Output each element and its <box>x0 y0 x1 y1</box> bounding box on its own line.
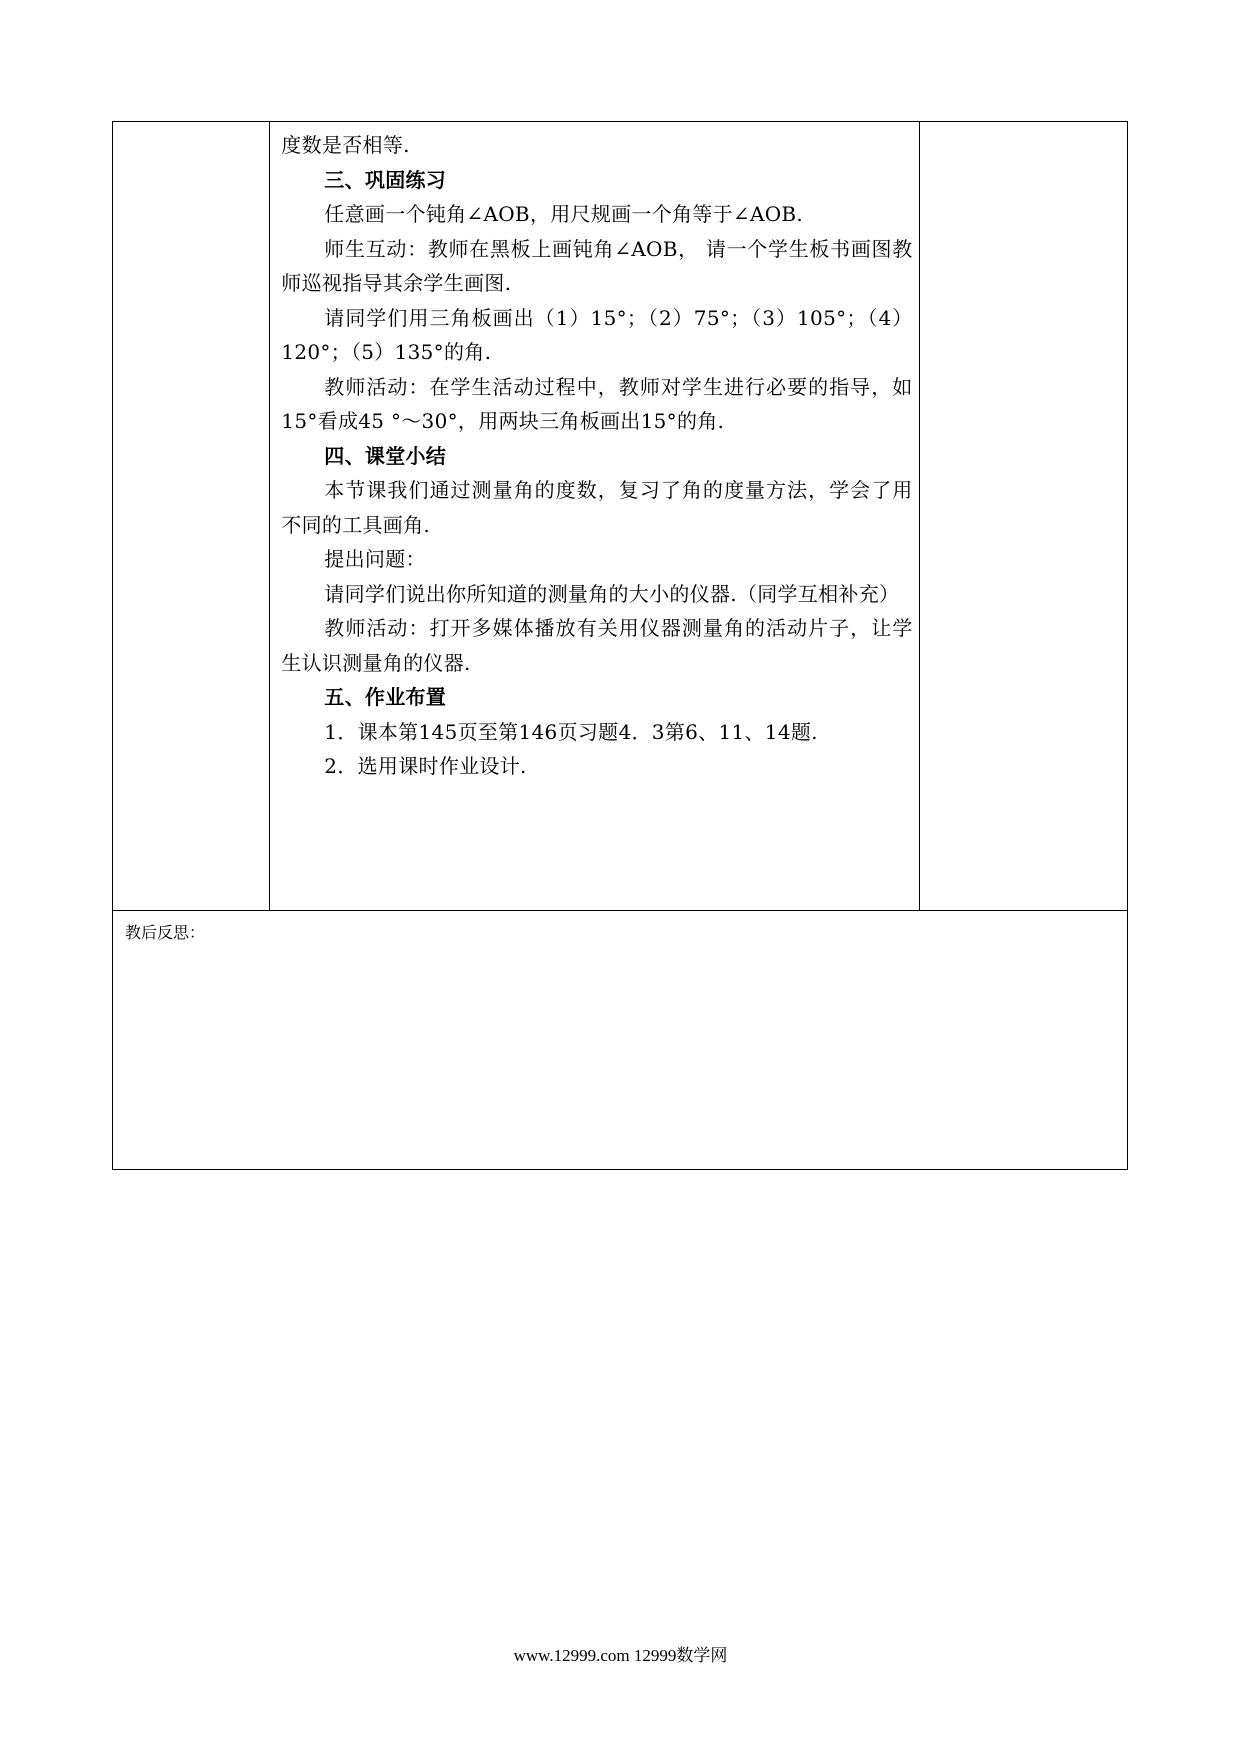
lesson-content <box>270 122 918 784</box>
left-cell <box>113 122 270 911</box>
reflection-cell <box>113 911 1128 1170</box>
section-heading-homework: 五、作业布置 <box>324 685 447 709</box>
paragraph: 请同学们用三角板画出（1）15°；（2）75°；（3）105°；（4）120°；（5）135°的角. <box>281 305 913 364</box>
page-footer: www.12999.com 12999数学网 <box>513 1646 728 1665</box>
paragraph: 请同学们说出你所知道的测量角的大小的仪器.（同学互相补充） <box>324 581 900 606</box>
paragraph-continuation: 度数是否相等. <box>281 133 410 157</box>
paragraph: 教师活动：在学生活动过程中，教师对学生进行必要的指导，如15°看成45 °～30°，用两块三角板画出15°的角. <box>281 374 913 433</box>
reflection-label: 教后反思： <box>125 923 206 942</box>
paragraph: 提出问题： <box>324 547 426 571</box>
paragraph: 本节课我们通过测量角的度数，复习了角的度量方法，学会了用不同的工具画角. <box>281 478 913 537</box>
lesson-row <box>113 122 1128 911</box>
lesson-plan-table <box>112 121 1128 1170</box>
homework-item: 1．课本第145页至第146页习题4．3第6、11、14题. <box>324 719 818 744</box>
paragraph: 教师活动：打开多媒体播放有关用仪器测量角的活动片子，让学生认识测量角的仪器. <box>281 616 913 675</box>
homework-item: 2．选用课时作业设计. <box>324 754 527 778</box>
section-heading-summary: 四、课堂小结 <box>324 443 447 468</box>
section-heading-practice: 三、巩固练习 <box>324 167 447 192</box>
paragraph: 师生互动：教师在黑板上画钝角∠AOB， 请一个学生板书画图教师巡视指导其余学生画图. <box>281 236 913 295</box>
right-cell <box>919 122 1127 911</box>
lesson-content-cell <box>270 122 919 911</box>
reflection-row <box>113 911 1128 1170</box>
paragraph: 任意画一个钝角∠AOB，用尺规画一个角等于∠AOB. <box>324 202 804 226</box>
